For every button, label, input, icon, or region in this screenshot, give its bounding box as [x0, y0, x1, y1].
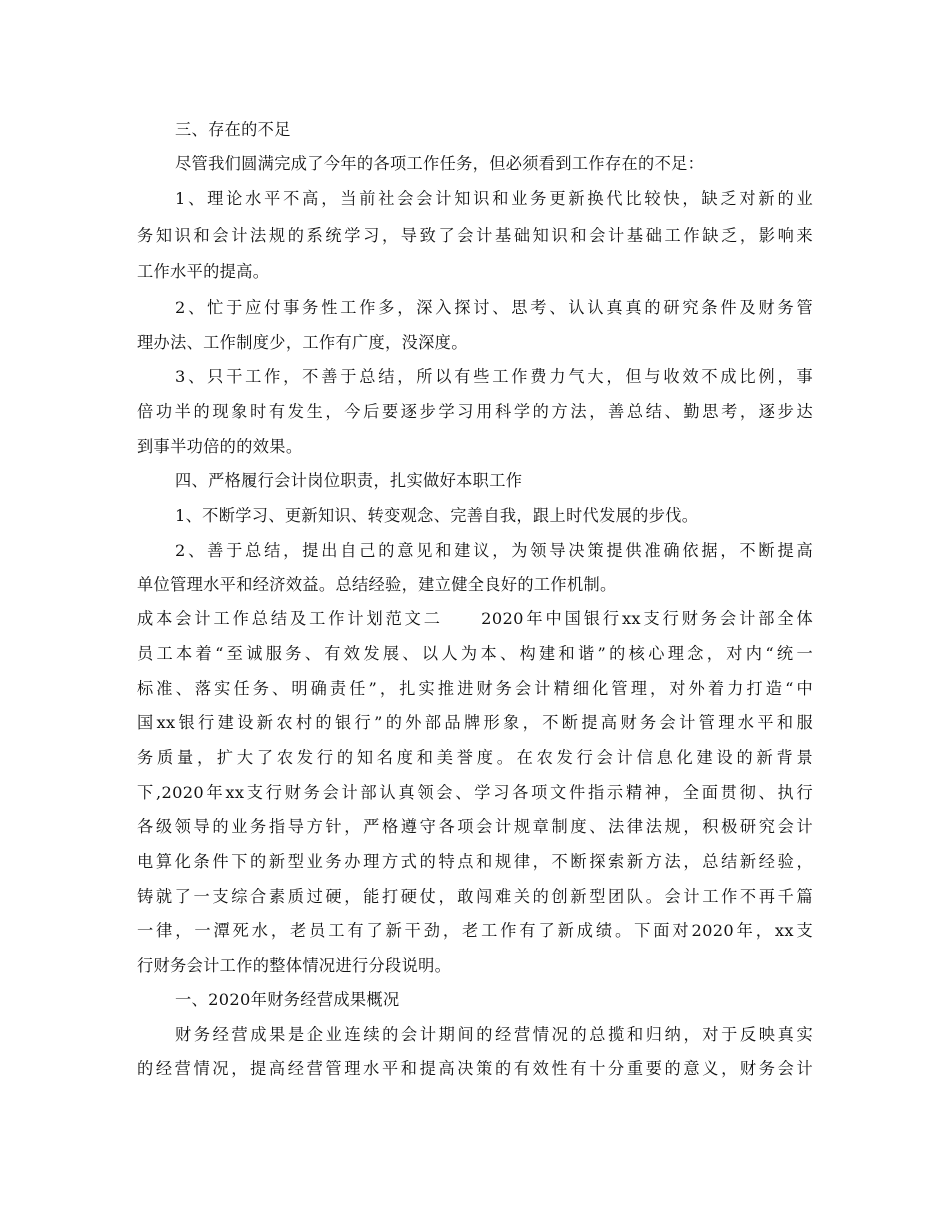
paragraph-line: 标准、落实任务、明确责任”，扎实推进财务会计精细化管理，对外着力打造“中	[137, 679, 813, 698]
paragraph-line: 国xx银行建设新农村的银行”的外部品牌形象，不断提高财务会计管理水平和服	[137, 713, 813, 732]
paragraph-line: 铸就了一支综合素质过硬，能打硬仗，敢闯难关的创新型团队。会计工作不再千篇	[137, 887, 813, 906]
paragraph-line: 电算化条件下的新型业务办理方式的特点和规律，不断探索新方法，总结新经验，	[137, 852, 813, 871]
section-heading-overview: 一、2020年财务经营成果概况	[175, 990, 400, 1009]
paragraph-line: 财务经营成果是企业连续的会计期间的经营情况的总揽和归纳，对于反映真实	[175, 1025, 813, 1044]
paragraph-line: 工作水平的提高。	[137, 262, 270, 281]
paragraph-line: 2、忙于应付事务性工作多，深入探讨、思考、认认真真的研究条件及财务管	[175, 298, 813, 317]
paragraph-line: 理办法、工作制度少，工作有广度，没深度。	[137, 333, 468, 352]
paragraph-line: 尽管我们圆满完成了今年的各项工作任务，但必须看到工作存在的不足：	[175, 154, 705, 173]
section-heading-shortcomings: 三、存在的不足	[175, 120, 291, 139]
paragraph-line: 倍功半的现象时有发生，今后要逐步学习用科学的方法，善总结、勤思考，逐步达	[137, 402, 813, 421]
paragraph-line: 3、只干工作，不善于总结，所以有些工作费力气大，但与收效不成比例，事	[175, 367, 813, 386]
paragraph-line: 1、理论水平不高，当前社会会计知识和业务更新换代比较快，缺乏对新的业	[175, 189, 813, 208]
paragraph-line: 下,2020年xx支行财务会计部认真领会、学习各项文件指示精神，全面贯彻、执行	[137, 783, 813, 802]
paragraph-line: 务知识和会计法规的系统学习，导致了会计基础知识和会计基础工作缺乏，影响来	[137, 226, 813, 245]
paragraph-line: 2、善于总结，提出自己的意见和建议，为领导决策提供准确依据，不断提高	[175, 541, 813, 560]
paragraph-line: 单位管理水平和经济效益。总结经验，建立健全良好的工作机制。	[137, 575, 617, 594]
paragraph-line: 务质量，扩大了农发行的知名度和美誉度。在农发行会计信息化建设的新背景	[137, 748, 813, 767]
paragraph-line: 1、不断学习、更新知识、转变观念、完善自我，跟上时代发展的步伐。	[175, 506, 699, 525]
paragraph-line: 的经营情况，提高经营管理水平和提高决策的有效性有十分重要的意义，财务会计	[137, 1059, 813, 1078]
paragraph-line: 到事半功倍的的效果。	[137, 437, 303, 456]
section-heading-duties: 四、严格履行会计岗位职责，扎实做好本职工作	[175, 471, 523, 490]
article-title-line: 成本会计工作总结及工作计划范文二 2020年中国银行xx支行财务会计部全体	[137, 609, 813, 628]
paragraph-line: 行财务会计工作的整体情况进行分段说明。	[137, 956, 452, 975]
paragraph-line: 员工本着“至诚服务、有效发展、以人为本、构建和谐”的核心理念，对内“统一	[137, 644, 813, 663]
paragraph-line: 各级领导的业务指导方针，严格遵守各项会计规章制度、法律法规，积极研究会计	[137, 817, 813, 836]
paragraph-line: 一律，一潭死水，老员工有了新干劲，老工作有了新成绩。下面对2020年，xx支	[137, 921, 813, 940]
